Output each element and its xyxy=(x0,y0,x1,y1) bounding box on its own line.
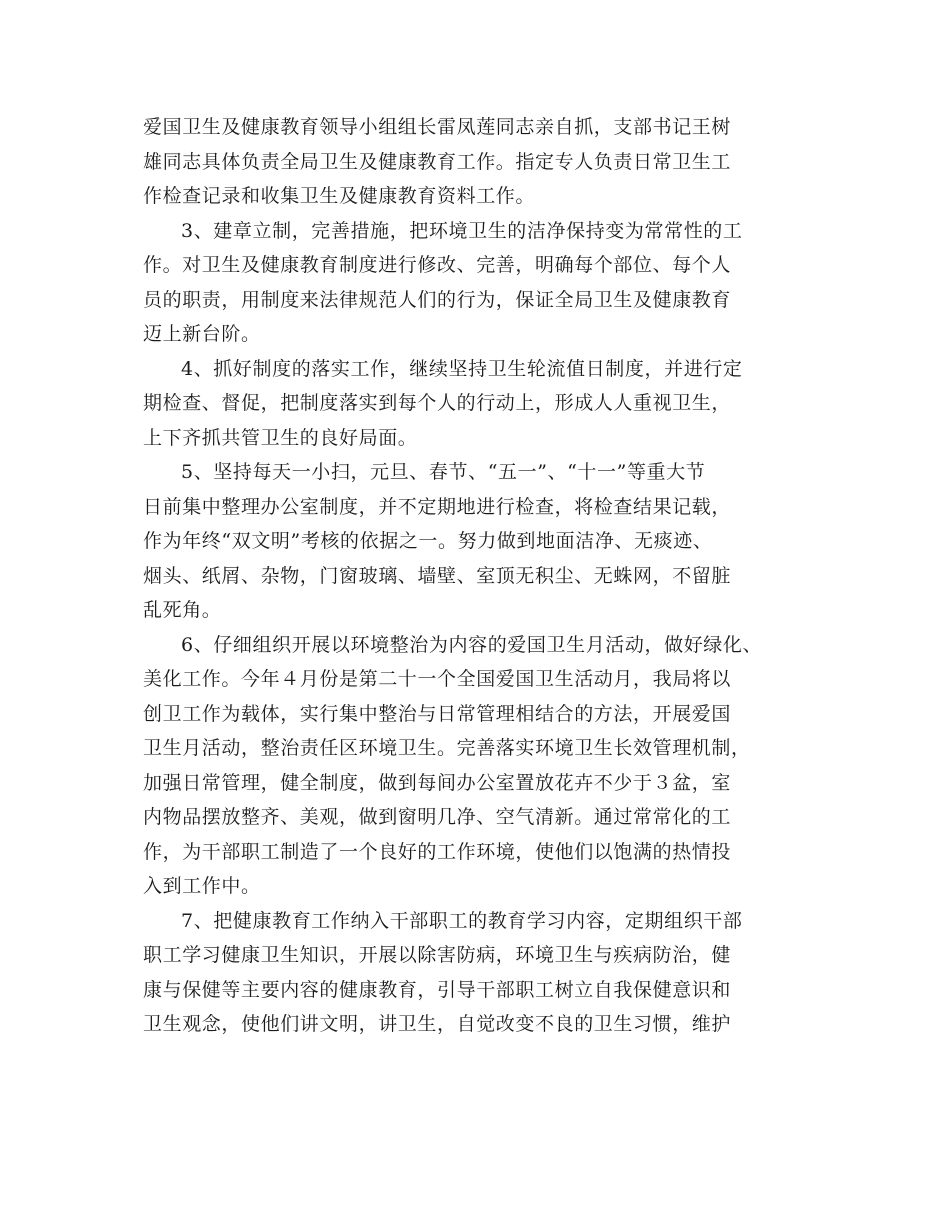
text-line: 卫生观念，使他们讲文明，讲卫生，自觉改变不良的卫生习惯，维护 xyxy=(143,1013,732,1035)
text-line: 雄同志具体负责全局卫生及健康教育工作。指定专人负责日常卫生工 xyxy=(143,150,732,173)
text-line: 作检查记录和收集卫生及健康教育资料工作。 xyxy=(143,185,536,207)
paragraph-4-start: 4、抓好制度的落实工作，继续坚持卫生轮流值日制度，并进行定 xyxy=(181,357,743,380)
text-line: 乱死角。 xyxy=(143,599,222,621)
text-line: 作，为干部职工制造了一个良好的工作环境，使他们以饱满的热情投 xyxy=(143,840,732,863)
text-line: 入到工作中。 xyxy=(143,875,261,897)
text-line: 员的职责，用制度来法律规范人们的行为，保证全局卫生及健康教育 xyxy=(143,288,732,311)
text-line: 日前集中整理办公室制度，并不定期地进行检查，将检查结果记载， xyxy=(143,495,732,518)
text-line: 职工学习健康卫生知识，开展以除害防病，环境卫生与疾病防治，健 xyxy=(143,944,732,966)
text-line: 内物品摆放整齐、美观，做到窗明几净、空气清新。通过常常化的工 xyxy=(143,806,732,828)
text-line: 康与保健等主要内容的健康教育，引导干部职工树立自我保健意识和 xyxy=(143,978,732,1001)
text-line: 烟头、纸屑、杂物，门窗玻璃、墙壁、室顶无积尘、无蛛网，不留脏 xyxy=(143,564,732,587)
text-line: 作为年终“双文明”考核的依据之一。努力做到地面洁净、无痰迹、 xyxy=(143,530,713,552)
document-body xyxy=(143,110,823,1042)
text-line: 加强日常管理，健全制度，做到每间办公室置放花卉不少于３盆，室 xyxy=(143,771,732,794)
text-line: 美化工作。今年４月份是第二十一个全国爱国卫生活动月，我局将以 xyxy=(143,668,732,690)
text-line: 卫生月活动，整治责任区环境卫生。完善落实环境卫生长效管理机制， xyxy=(143,737,751,759)
text-line: 期检查、督促，把制度落实到每个人的行动上，形成人人重视卫生， xyxy=(143,392,732,414)
paragraph-7-start: 7、把健康教育工作纳入干部职工的教育学习内容，定期组织干部 xyxy=(181,909,743,932)
text-line: 创卫工作为载体，实行集中整治与日常管理相结合的方法，开展爱国 xyxy=(143,702,732,725)
text-line: 爱国卫生及健康教育领导小组组长雷凤莲同志亲自抓，支部书记王树 xyxy=(143,116,732,138)
text-line: 迈上新台阶。 xyxy=(143,323,261,345)
paragraph-6-start: 6、仔细组织开展以环境整治为内容的爱国卫生月活动，做好绿化、 xyxy=(181,633,763,656)
text-line: 作。对卫生及健康教育制度进行修改、完善，明确每个部位、每个人 xyxy=(143,254,732,276)
paragraph-3-start: 3、建章立制，完善措施，把环境卫生的洁净保持变为常常性的工 xyxy=(181,219,743,242)
paragraph-5-start: 5、坚持每天一小扫，元旦、春节、“五一”、“十一”等重大节 xyxy=(181,461,706,483)
text-line: 上下齐抓共管卫生的良好局面。 xyxy=(143,426,418,449)
